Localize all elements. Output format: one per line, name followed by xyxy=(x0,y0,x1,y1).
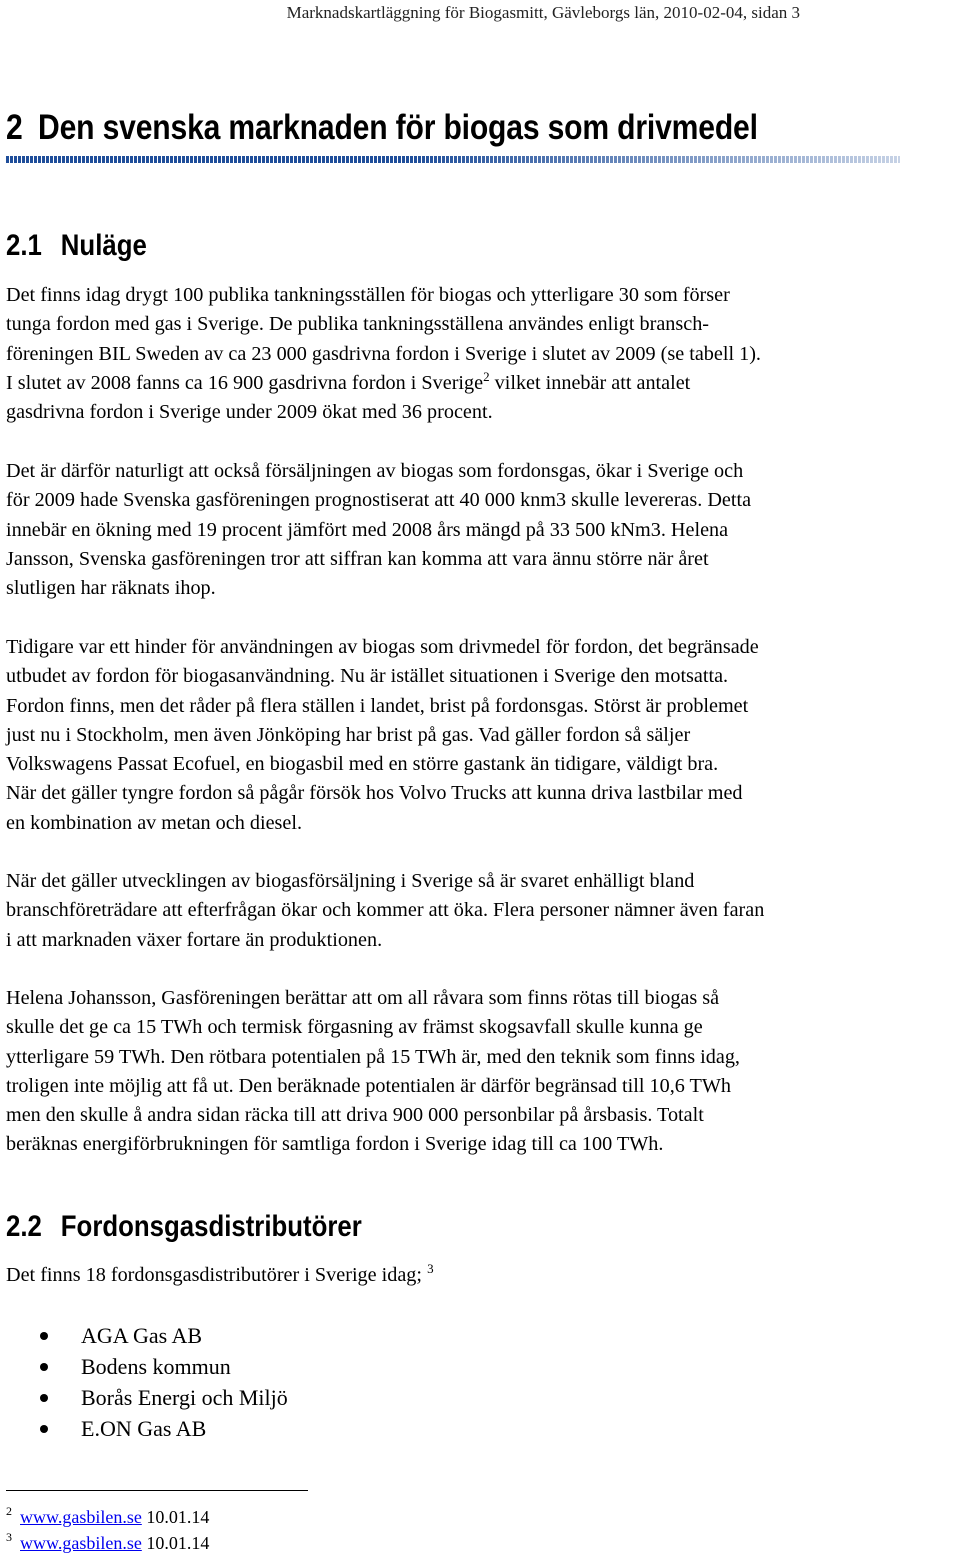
text-line: men den skulle å andra sidan räcka till att driva 900 000 personbilar på årsbasis. Totalt xyxy=(6,1104,704,1127)
list-item xyxy=(0,1351,600,1382)
paragraph-5 xyxy=(6,984,960,1160)
text-line: När det gäller tyngre fordon så pågår försök hos Volvo Trucks att kunna driva lastbilar med xyxy=(6,782,743,805)
footnote xyxy=(6,1506,209,1528)
section-title: Fordonsgasdistributörer xyxy=(60,1210,362,1243)
section-heading-2 xyxy=(6,108,758,148)
text-line: Tidigare var ett hinder för användningen av biogas som drivmedel för fordon, det begränsade xyxy=(6,636,759,658)
text-segment: Det finns 18 fordonsgasdistributörer i Sverige idag; xyxy=(6,1264,428,1286)
footnote-link[interactable]: www.gasbilen.se xyxy=(20,1507,142,1527)
text-line: branschföreträdare att efterfrågan ökar och kommer att öka. Flera personer nämner även faran xyxy=(6,899,765,922)
footnote-link[interactable]: www.gasbilen.se xyxy=(20,1533,142,1553)
text-line: för 2009 hade Svenska gasföreningen prognostiserat att 40 000 knm3 skulle levereras. Detta xyxy=(6,489,752,512)
text-line: innebär en ökning med 19 procent jämfört med 2008 års mängd på 33 500 kNm3. Helena xyxy=(6,518,729,541)
text-line: beräknas energiförbrukningen för samtliga fordon i Sverige idag till ca 100 TWh. xyxy=(6,1133,664,1156)
distributor-list xyxy=(0,1320,600,1444)
bullet-icon xyxy=(40,1425,48,1433)
text-line: Volkswagens Passat Ecofuel, en biogasbil med en större gastank än tidigare, väldigt bra. xyxy=(6,753,719,776)
footnote-number: 2 xyxy=(6,1504,12,1518)
list-item xyxy=(0,1382,600,1413)
paragraph-3 xyxy=(6,633,960,838)
footnote-ref: 2 xyxy=(483,368,490,384)
list-item-label: AGA Gas AB xyxy=(81,1323,203,1348)
text-line: Fordon finns, men det råder på flera ställen i landet, brist på fordonsgas. Störst är problemet xyxy=(6,694,749,717)
list-item-label: Borås Energi och Miljö xyxy=(81,1385,288,1410)
text-line: föreningen BIL Sweden av ca 23 000 gasdrivna fordon i Sverige i slutet av 2009 (se tabell 1). xyxy=(6,342,761,365)
section-heading-2-1 xyxy=(6,229,147,263)
text-line: skulle det ge ca 15 TWh och termisk förgasning av främst skogsavfall skulle kunna ge xyxy=(6,1016,703,1039)
text-line xyxy=(6,1261,960,1290)
distributors-intro xyxy=(6,1261,960,1290)
text-line: När det gäller utvecklingen av biogasförsäljning i Sverige så är svaret enhälligt bland xyxy=(6,870,695,892)
text-segment: I slutet av 2008 fanns ca 16 900 gasdrivna fordon i Sverige xyxy=(6,371,484,394)
footnote-separator xyxy=(6,1490,308,1491)
text-line: i att marknaden växer fortare än produktionen. xyxy=(6,928,383,951)
text-line xyxy=(6,369,960,398)
text-line: Det finns idag drygt 100 publika tankningsställen för biogas och ytterligare 30 som förser xyxy=(6,284,730,306)
bullet-icon xyxy=(40,1332,48,1340)
text-line: Det är därför naturligt att också försäljningen av biogas som fordonsgas, ökar i Sverige och xyxy=(6,460,744,482)
section-title: Nuläge xyxy=(60,229,147,262)
footnote xyxy=(6,1532,209,1554)
list-item-label: E.ON Gas AB xyxy=(81,1416,207,1441)
paragraph-4 xyxy=(6,867,960,955)
list-item xyxy=(0,1320,600,1351)
section-title: Den svenska marknaden för biogas som drivmedel xyxy=(38,108,758,147)
text-line: Helena Johansson, Gasföreningen berättar att om all råvara som finns rötas till biogas så xyxy=(6,987,720,1009)
footnote-ref: 3 xyxy=(427,1261,434,1276)
paragraph-1 xyxy=(6,281,960,427)
text-line: tunga fordon med gas i Sverige. De publika tankningsställena användes enligt bransch- xyxy=(6,313,710,336)
text-line: Jansson, Svenska gasföreningen tror att siffran kan komma att vara ännu större när året xyxy=(6,547,709,570)
heading-rule-fade xyxy=(6,156,900,163)
footnote-date: 10.01.14 xyxy=(141,1533,210,1553)
list-item-label: Bodens kommun xyxy=(81,1354,231,1379)
section-number: 2 xyxy=(6,108,23,147)
text-line: just nu i Stockholm, men även Jönköping har brist på gas. Vad gäller fordon så säljer xyxy=(6,723,691,746)
section-number: 2.2 xyxy=(6,1210,42,1243)
section-number: 2.1 xyxy=(6,229,42,262)
list-item xyxy=(0,1413,600,1444)
footnote-number: 3 xyxy=(6,1530,12,1544)
text-line: slutligen har räknats ihop. xyxy=(6,577,216,600)
running-header: Marknadskartläggning för Biogasmitt, Gävleborgs län, 2010-02-04, sidan 3 xyxy=(286,3,800,22)
footnote-date: 10.01.14 xyxy=(141,1507,210,1527)
section-heading-2-2 xyxy=(6,1210,362,1244)
bullet-icon xyxy=(40,1363,48,1371)
text-segment: vilket innebär att antalet xyxy=(489,371,691,394)
text-line: troligen inte möjlig att få ut. Den beräknade potentialen är därför begränsad till 10,6 TWh xyxy=(6,1074,732,1097)
paragraph-2 xyxy=(6,457,960,603)
text-line: gasdrivna fordon i Sverige under 2009 ökat med 36 procent. xyxy=(6,401,493,424)
text-line: en kombination av metan och diesel. xyxy=(6,811,303,834)
text-line: ytterligare 59 TWh. Den rötbara potentialen på 15 TWh är, med den teknik som finns idag, xyxy=(6,1045,740,1068)
bullet-icon xyxy=(40,1394,48,1402)
text-line: utbudet av fordon för biogasanvändning. Nu är istället situationen i Sverige den motsatta. xyxy=(6,665,729,688)
